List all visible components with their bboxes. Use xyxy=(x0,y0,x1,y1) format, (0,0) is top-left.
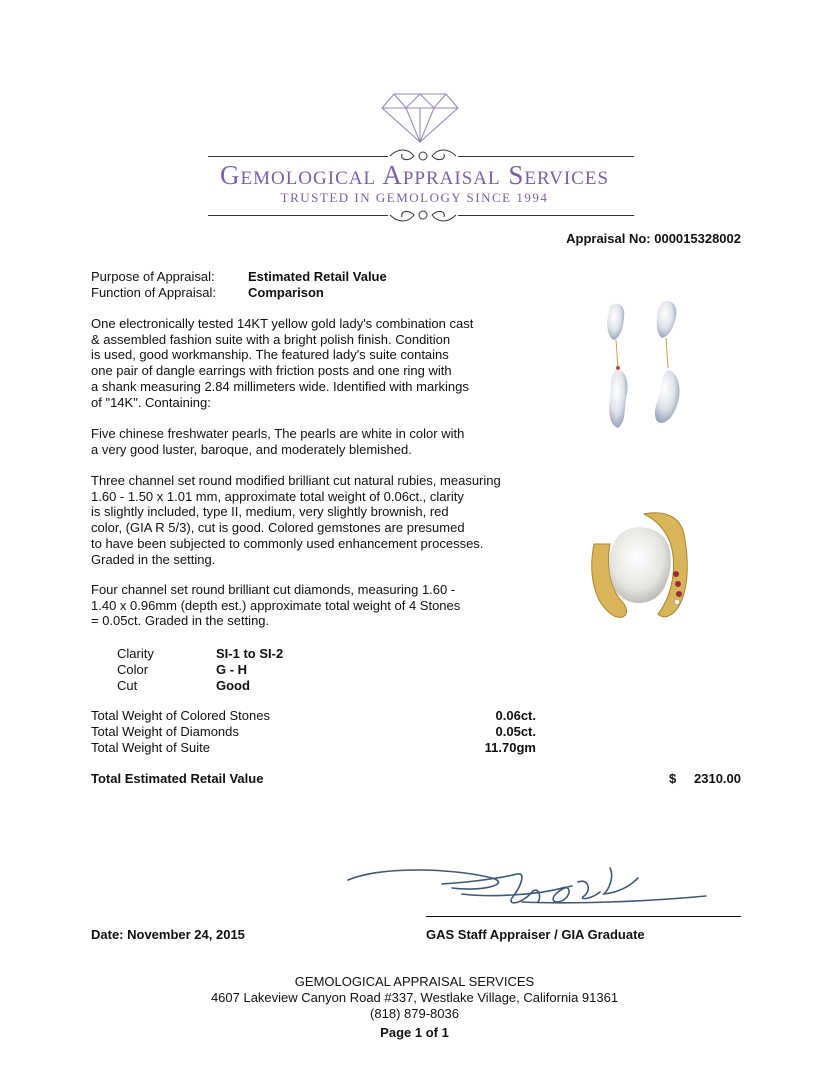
clarity-value: SI-1 to SI-2 xyxy=(216,646,284,661)
function-value: Comparison xyxy=(248,285,324,300)
clarity-label: Clarity xyxy=(117,646,154,661)
purpose-label: Purpose of Appraisal: xyxy=(91,269,215,284)
header-rule-top-right xyxy=(458,156,634,157)
cut-label: Cut xyxy=(117,678,138,693)
retail-value: 2310.00 xyxy=(694,771,741,786)
ornament-bottom-icon xyxy=(388,205,458,225)
cut-value: Good xyxy=(216,678,250,693)
page-number: Page 1 of 1 xyxy=(380,1025,449,1040)
description-intro: One electronically tested 14KT yellow gold lady's combination cast & assembled fashion suite with a bright polish finish. Condition is used, good workmanship. The featured lady's suite contains one pair of dangle earrings with friction posts and one ring with a shank measuring 2.84 millimeters wide. Identified with markings of "14K". Containing: xyxy=(91,316,474,410)
color-label: Color xyxy=(117,662,149,677)
signature-image xyxy=(342,858,712,918)
pearl-ring-image xyxy=(584,504,704,624)
brand-title: Gemological Appraisal Services xyxy=(219,160,610,190)
total-colored-label: Total Weight of Colored Stones xyxy=(91,708,270,723)
total-diamonds-label: Total Weight of Diamonds xyxy=(91,724,239,739)
description-pearls: Five chinese freshwater pearls, The pearls are white in color with a very good luster, baroque, and moderately blemished. xyxy=(91,426,465,457)
header-rule-bottom-right xyxy=(458,215,634,216)
pearl-earrings-image xyxy=(596,298,696,448)
color-value: G - H xyxy=(216,662,248,677)
diamond-logo-icon xyxy=(380,92,460,144)
retail-value-label: Total Estimated Retail Value xyxy=(91,771,264,786)
total-diamonds-value: 0.05ct. xyxy=(495,724,536,739)
brand-tagline: TRUSTED IN GEMOLOGY SINCE 1994 xyxy=(280,190,549,205)
total-suite-label: Total Weight of Suite xyxy=(91,740,210,755)
description-diamonds: Four channel set round brilliant cut diamonds, measuring 1.60 - 1.40 x 0.96mm (depth est.) approximate total weight of 4 Stones = 0.05ct. Graded in the setting. xyxy=(91,582,461,629)
total-colored-value: 0.06ct. xyxy=(495,708,536,723)
description-rubies: Three channel set round modified brilliant cut natural rubies, measuring 1.60 - 1.50 x 1.01 mm, approximate total weight of 0.06ct., clarity is slightly included, type II, medium, very slightly brownish, red color, (GIA R 5/3), cut is good. Colored gemstones are presumed to have been subjected to commonly used enhancement processes. Graded in the setting. xyxy=(91,473,501,567)
appraiser-title: GAS Staff Appraiser / GIA Graduate xyxy=(426,927,645,942)
total-suite-value: 11.70gm xyxy=(484,740,536,755)
purpose-value: Estimated Retail Value xyxy=(248,269,387,284)
currency-symbol: $ xyxy=(669,771,677,786)
header-rule-bottom-left xyxy=(208,215,388,216)
appraisal-date: Date: November 24, 2015 xyxy=(91,927,245,942)
appraisal-number: Appraisal No: 000015328002 xyxy=(566,231,741,246)
footer-address: 4607 Lakeview Canyon Road #337, Westlake Village, California 91361 xyxy=(210,990,619,1005)
header-rule-top-left xyxy=(208,156,388,157)
function-label: Function of Appraisal: xyxy=(91,285,217,300)
footer-phone: (818) 879-8036 xyxy=(370,1006,459,1021)
footer-company: GEMOLOGICAL APPRAISAL SERVICES xyxy=(294,974,535,989)
signature-line xyxy=(426,916,741,917)
